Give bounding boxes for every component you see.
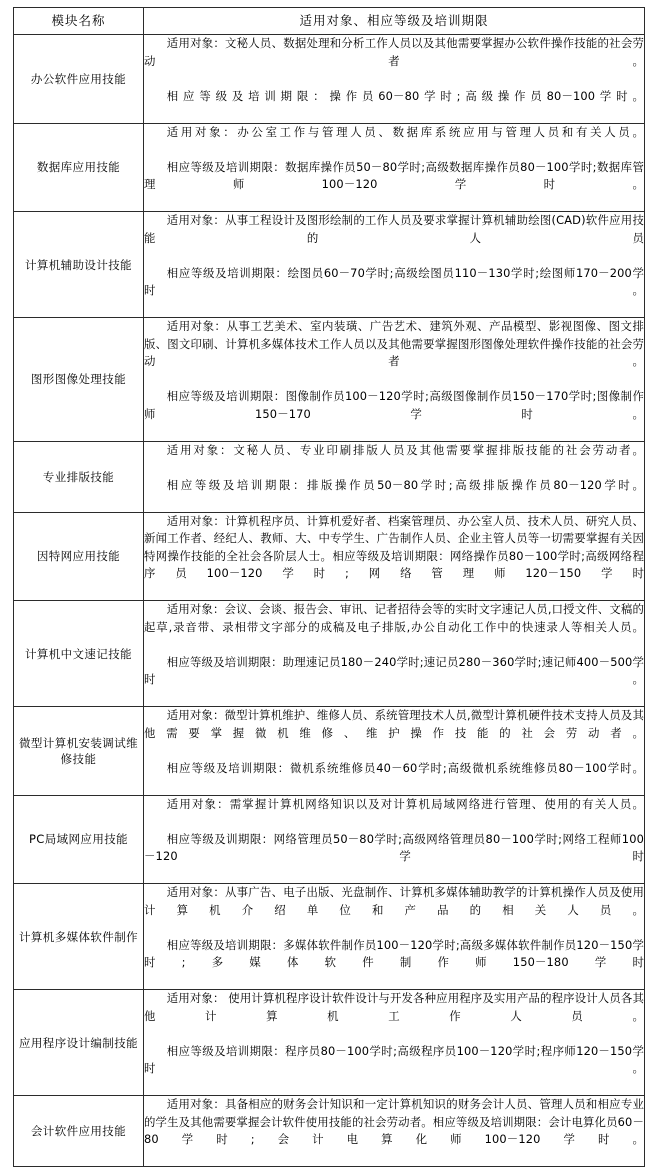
detail-paragraph: 适用对象：从事广告、电子出版、光盘制作、计算机多媒体辅助教学的计算机操作人员及使用计算机介绍单位和产品的相关人员。 — [144, 885, 644, 917]
detail-cell — [144, 601, 645, 707]
table-row — [14, 795, 645, 884]
detail-paragraph: 适用对象：微型计算机维护、维修人员、系统管理技术人员,微型计算机硬件技术支持人员及其他需要掌握微机维修、维护操作技能的社会劳动者。 — [144, 708, 644, 740]
module-name-cell — [14, 707, 144, 796]
detail-cell — [144, 990, 645, 1096]
detail-cell — [144, 884, 645, 990]
detail-cell — [144, 123, 645, 212]
module-name-cell — [14, 1096, 144, 1167]
table-body — [14, 35, 645, 1167]
detail-paragraph: 相应等级及培训期限：排版操作员50－80学时;高级排版操作员80－120学时。 — [166, 477, 644, 492]
module-name-label: 图形图像处理技能 — [30, 372, 127, 387]
module-name-label: 数据库应用技能 — [36, 160, 121, 175]
detail-cell — [144, 441, 645, 512]
module-name-cell — [14, 212, 144, 318]
module-name-cell — [14, 35, 144, 124]
detail-cell — [144, 318, 645, 442]
module-name-cell — [14, 123, 144, 212]
module-name-label: 微型计算机安装调试维修技能 — [19, 735, 138, 766]
table-header — [14, 8, 645, 35]
table-row — [14, 707, 645, 796]
module-name-label: 专业排版技能 — [42, 469, 115, 484]
detail-cell — [144, 795, 645, 884]
detail-paragraph: 适用对象：需掌握计算机网络知识以及对计算机局域网络进行管理、使用的有关人员。 — [166, 796, 644, 811]
table-row — [14, 441, 645, 512]
table-row — [14, 1096, 645, 1167]
detail-cell — [144, 35, 645, 124]
module-name-cell — [14, 512, 144, 601]
module-name-cell — [14, 441, 144, 512]
table-row — [14, 35, 645, 124]
table-row — [14, 884, 645, 990]
detail-paragraph: 适用对象：具备相应的财务会计知识和一定计算机知识的财务会计人员、管理人员和相应专业的学生及其他需要掌握会计软件使用技能的社会劳动者。相应等级及培训期限：会计电算化员60－80学时;会计电算化师100－120学时。 — [144, 1097, 644, 1146]
document-page — [0, 7, 651, 1146]
module-name-label: 办公软件应用技能 — [30, 71, 127, 86]
detail-paragraph: 适用对象：文秘人员、专业印刷排版人员及其他需要掌握排版技能的社会劳动者。 — [166, 442, 644, 457]
table-row — [14, 212, 645, 318]
detail-paragraph: 适用对象：从事工程设计及图形绘制的工作人员及要求掌握计算机辅助绘图(CAD)软件应用技能的人员 — [144, 213, 644, 245]
table-row — [14, 512, 645, 601]
column-header-module-label: 模块名称 — [51, 13, 106, 28]
detail-paragraph: 相应等级及培训期限：助理速记员180－240学时;速记员280－360学时;速记师400－500学时。 — [144, 654, 644, 686]
detail-cell — [144, 1096, 645, 1167]
module-name-label: 计算机中文速记技能 — [24, 646, 133, 661]
detail-paragraph: 适用对象：办公室工作与管理人员、数据库系统应用与管理人员和有关人员。 — [166, 124, 644, 139]
detail-cell — [144, 512, 645, 601]
module-name-cell — [14, 884, 144, 990]
detail-paragraph: 适用对象： 使用计算机程序设计软件设计与开发各种应用程序及实用产品的程序设计人员各其他计算机工作人员。 — [144, 991, 644, 1023]
detail-paragraph: 适用对象：文秘人员、数据处理和分析工作人员以及其他需要掌握办公软件操作技能的社会劳动者。 — [144, 36, 644, 68]
column-header-module — [14, 8, 144, 35]
module-name-label: 计算机辅助设计技能 — [24, 257, 133, 272]
detail-paragraph: 相应等级及训期限：网络管理员50－80学时;高级网络管理员80－100学时;网络工程师100－120学时 — [144, 831, 644, 863]
module-name-label: 会计软件应用技能 — [30, 1124, 127, 1138]
detail-paragraph: 相应等级及培训期限：程序员80－100学时;高级程序员100－120学时;程序师120－150学时。 — [144, 1043, 644, 1075]
module-name-label: 应用程序设计编制技能 — [19, 1035, 138, 1050]
detail-cell — [144, 707, 645, 796]
module-name-label: PC局域网应用技能 — [28, 832, 129, 847]
detail-paragraph: 相应等级及培训期限：操作员60－80学时;高级操作员80－100学时。 — [166, 88, 644, 103]
module-name-cell — [14, 990, 144, 1096]
skills-table — [13, 7, 645, 1167]
module-name-cell — [14, 318, 144, 442]
module-name-cell — [14, 795, 144, 884]
table-row — [14, 123, 645, 212]
detail-paragraph: 相应等级及培训期限：绘图员60－70学时;高级绘图员110－130学时;绘图师170－200学时。 — [144, 265, 644, 297]
detail-paragraph: 适用对象：从事工艺美术、室内装璜、广告艺术、建筑外观、产品模型、影视图像、图文排版、图文印刷、计算机多媒体技术工作人员以及其他需要掌握图形图像处理软件操作技能的社会劳动者。 — [144, 319, 644, 368]
module-name-label: 因特网应用技能 — [36, 549, 121, 564]
table-row — [14, 318, 645, 442]
column-header-detail-label: 适用对象、相应等级及培训期限 — [299, 13, 489, 28]
detail-paragraph: 相应等级及培训期限：多媒体软件制作员100－120学时;高级多媒体软件制作员120－150学时;多媒体软件制作师150－180学时 — [144, 937, 644, 969]
detail-paragraph: 适用对象：计算机程序员、计算机爱好者、档案管理员、办公室人员、技术人员、研究人员、新闻工作者、经纪人、教师、大、中专学生、广告制作人员、企业主管人员等一切需要掌握有关因特网操作技能的全社会各阶层人士。相应等级及培训期限：网络操作员80－100学时;高级网络程序员100－120学时;网络管理师120－150学时 — [144, 513, 644, 580]
table-header-row — [14, 8, 645, 35]
detail-cell — [144, 212, 645, 318]
detail-paragraph: 相应等级及培训期限：图像制作员100－120学时;高级图像制作员150－170学时;图像制作师150－170学时。 — [144, 389, 644, 421]
table-row — [14, 601, 645, 707]
detail-paragraph: 适用对象：会议、会谈、报告会、审讯、记者招待会等的实时文字速记人员,口授文件、文稿的起草,录音带、录相带文字部分的成稿及电子排版,办公自动化工作中的快速录人等相关人员。 — [144, 602, 644, 634]
detail-paragraph: 相应等级及培训期限：数据库操作员50－80学时;高级数据库操作员80－100学时;数据库管理师100－120学时。 — [144, 159, 644, 191]
column-header-detail — [144, 8, 645, 35]
module-name-label: 计算机多媒体软件制作 — [19, 929, 138, 944]
detail-paragraph: 相应等级及培训期限：微机系统维修员40－60学时;高级微机系统维修员80－100学时。 — [166, 760, 644, 775]
module-name-cell — [14, 601, 144, 707]
table-row — [14, 990, 645, 1096]
